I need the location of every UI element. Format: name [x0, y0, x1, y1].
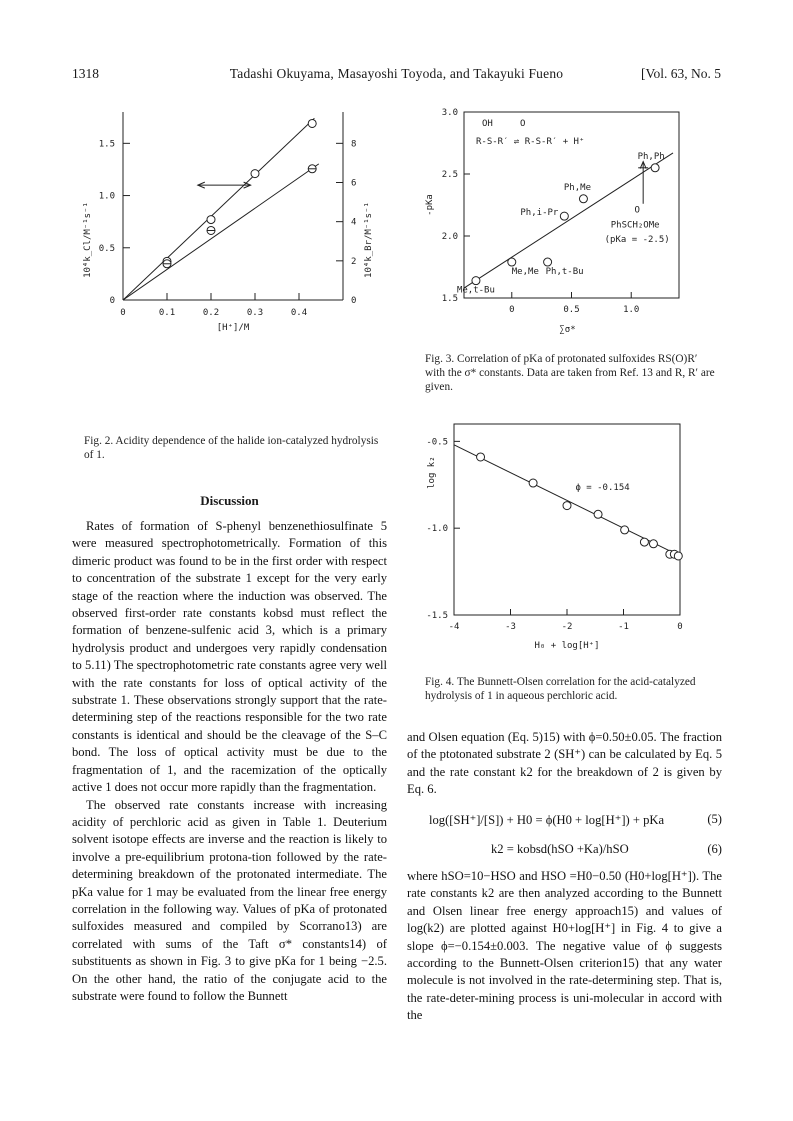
- fig4-point: [477, 453, 485, 461]
- page-number: 1318: [72, 66, 99, 81]
- fig3-caption-text: Correlation of pKa of protonated sulfoxides RS(O)R′ with the σ* constants. Data are taken from Ref. 13 and R, R′ are given.: [425, 353, 715, 393]
- fig3-y-tick-label: 1.5: [441, 294, 458, 304]
- fig2-y2-axis-label: 10⁴k_Br/M⁻¹s⁻¹: [364, 202, 374, 278]
- equation-6-number: (6): [707, 842, 722, 856]
- left-column-text: [72, 518, 387, 1005]
- fig2-x-axis-label: [H⁺]/M: [216, 323, 250, 333]
- fig3-point: [472, 277, 480, 285]
- right-column-text-2: [407, 868, 722, 1025]
- author-line: Tadashi Okuyama, Masayoshi Toyoda, and Takayuki Fueno: [229, 66, 564, 81]
- right-paragraph-2: where hSO=10−HSO and HSO =H0−0.50 (H0+log[H⁺]). The rate constants k2 are then analyzed according to the Bunnett and Olsen linear free energy approach15) and values of log(k2) are plotted against H0+log[H⁺] in Fig. 4 to give a slope ϕ=−0.154±0.003. The negative value of ϕ suggests according to the Bunnett-Olsen criterion15) that any water molecule is not involved in the rate-determining step. That is, the rate-deter-mining process is uni-molecular in accord with the: [407, 869, 722, 1023]
- fig3-point-label: Ph,Ph: [637, 151, 665, 162]
- fig2-cl-point: [251, 170, 259, 178]
- fig3-x-tick-label: 0.5: [563, 305, 580, 315]
- fig3-ann-pka: (pKa = -2.5): [604, 235, 670, 246]
- right-paragraph-1: and Olsen equation (Eq. 5)15) with ϕ=0.50±0.05. The fraction of the ptotonated substrate 2 (SH⁺) can be calculated by Eq. 5 and the rate constant k2 for the breakdown of 2 is given by Eq. 6.: [407, 730, 722, 797]
- fig3-y-tick-label: 3.0: [441, 108, 458, 118]
- fig4-point: [563, 502, 571, 510]
- fig4-x-tick-label: -1: [618, 622, 629, 632]
- fig2-y2-tick-label: 4: [351, 217, 357, 228]
- fig4-point: [621, 526, 629, 534]
- fig3-ann-label: PhSCH₂OMe: [610, 220, 660, 231]
- fig3-x-axis-label: ∑σ*: [559, 325, 576, 335]
- fig2-x-tick-label: 0.4: [290, 308, 308, 318]
- fig4-point: [674, 552, 682, 560]
- fig2-caption-text: Acidity dependence of the halide ion-catalyzed hydrolysis of 1.: [84, 435, 379, 461]
- fig2-cl-point: [207, 216, 215, 224]
- equation-5-number: (5): [707, 812, 722, 826]
- fig4-y-axis-label: log k₂: [427, 456, 437, 489]
- fig2-y-axis-label: 10⁴k_Cl/M⁻¹s⁻¹: [83, 202, 93, 278]
- fig3-caption-label: Fig. 3.: [425, 353, 455, 365]
- fig2-br-fit-line: [123, 164, 319, 300]
- fig3-caption: [425, 352, 717, 394]
- fig2-y2-tick-label: 0: [351, 296, 357, 306]
- fig3-eq-o: O: [520, 119, 526, 129]
- fig4-x-tick-label: -2: [561, 622, 573, 632]
- fig2-x-tick-label: 0.2: [202, 308, 220, 318]
- fig2-y-tick-label: 1.0: [98, 191, 115, 202]
- fig2-x-tick-label: 0.1: [158, 308, 176, 318]
- equation-6-body: k2 = kobsd(hSO +Ka)/hSO: [491, 842, 629, 856]
- fig4-y-tick-label: -1.5: [426, 611, 448, 621]
- fig4-x-tick-label: -3: [505, 622, 516, 632]
- discussion-paragraph-1: Rates of formation of S-phenyl benzenethiosulfinate 5 were measured spectrophotometrically. Formation of this dimeric product was found to be in the first order with respect to concentration of the substrate 1 except for the very early stage of the reaction where the induction was observed. The observed first-order rate constants kobsd must reflect the formation of benzene-sulfenic acid 3, which is a primary hydrolysis product and undergoes very rapidly condensation to 5.11) The spectrophotometric rate constants agree very well with the rate constants for loss of optical activity of the substrate 1. These observations strongly support that the rate-determining step of the reactions responsible for the two rate constants is identical and should be the cleavage of the S–C bond. The loss of optical activity must be due to the fragmentation of 1, and the racemization of the optically active 1 does not occur more rapidly than the fragmentation.: [72, 519, 387, 795]
- fig3-point-label: Me,Me: [511, 267, 539, 278]
- fig4-caption: [425, 675, 725, 703]
- fig3-eq-oh: OH: [482, 119, 493, 129]
- fig2-cl-fit-line: [123, 118, 314, 300]
- fig4-chart: [420, 418, 710, 663]
- equation-5-body: log([SH⁺]/[S]) + H0 = ϕ(H0 + log[H⁺]) + pKa: [429, 813, 665, 827]
- fig4-x-axis-label: H₀ + log[H⁺]: [534, 641, 600, 651]
- fig2-y2-tick-label: 8: [351, 139, 357, 150]
- discussion-heading: Discussion: [200, 493, 259, 508]
- fig4-y-tick-label: -1.0: [426, 524, 448, 535]
- fig2-y-tick-label: 0: [109, 296, 115, 306]
- fig3-x-tick-label: 0: [509, 305, 515, 315]
- fig2-cl-point: [308, 119, 316, 127]
- fig2-y-tick-label: 0.5: [98, 243, 115, 254]
- fig2-caption: [84, 434, 384, 462]
- fig2-y2-tick-label: 6: [351, 178, 357, 189]
- fig3-x-tick-label: 1.0: [623, 305, 640, 315]
- volume-label: [Vol. 63, No. 5: [640, 66, 721, 81]
- fig2-x-tick-label: 0.3: [246, 308, 264, 318]
- fig3-ann-o: O: [634, 205, 640, 216]
- fig3-eq-line: R-S-R′ ⇌ R-S-R′ + H⁺: [476, 137, 585, 147]
- fig3-y-tick-label: 2.5: [441, 170, 458, 180]
- fig3-point: [544, 258, 552, 266]
- fig3-point-label: Me,t-Bu: [456, 285, 495, 296]
- fig2-y2-tick-label: 2: [351, 256, 357, 267]
- fig2-caption-label: Fig. 2.: [84, 435, 114, 447]
- discussion-paragraph-2: The observed rate constants increase with increasing acidity of perchloric acid as given in Table 1. Deuterium solvent isotope effects are inverse and the reaction is likely to involve a pre-equilibrium protona-tion followed by the rate-determining breakdown of the protonated intermediate. The pKa value for 1 may be evaluated from the linear free energy correlation in the following way. Values of pKa of protonated sulfoxides measured and compiled by Scorrano13) are correlated with sums of the Taft σ* constants14) of substituents as shown in Fig. 3 to give pKa for 1 being −2.5. On the other hand, the ratio of the conjugate acid to the substrate were found to follow the Bunnett: [72, 797, 387, 1003]
- fig3-point: [579, 195, 587, 203]
- fig3-point-label: Ph,t-Bu: [545, 267, 584, 278]
- fig4-annotation: ϕ = -0.154: [575, 482, 630, 493]
- fig3-point-label: Ph,i-Pr: [520, 208, 559, 219]
- running-header: [72, 66, 721, 84]
- fig3-y-tick-label: 2.0: [441, 232, 458, 242]
- fig3-y-axis-label: -pKa: [425, 194, 435, 216]
- fig4-caption-label: Fig. 4.: [425, 676, 455, 688]
- fig4-point: [594, 510, 602, 518]
- fig3-point: [508, 258, 516, 266]
- fig4-y-tick-label: -0.5: [426, 437, 448, 448]
- fig3-point-label: Ph,Me: [563, 182, 591, 193]
- fig3-point: [560, 212, 568, 220]
- fig4-point: [640, 538, 648, 546]
- fig4-caption-text: The Bunnett-Olsen correlation for the acid-catalyzed hydrolysis of 1 in aqueous perchloric acid.: [425, 676, 696, 702]
- fig2-chart: [80, 100, 374, 430]
- fig3-point: [651, 164, 659, 172]
- fig4-point: [529, 479, 537, 487]
- fig4-x-tick-label: 0: [677, 622, 683, 632]
- right-column-text-1: [407, 729, 722, 799]
- fig4-frame: [454, 424, 680, 615]
- fig4-point: [649, 540, 657, 548]
- fig3-chart: [420, 100, 710, 340]
- fig4-x-tick-label: -4: [448, 622, 460, 632]
- fig2-y-tick-label: 1.5: [98, 139, 115, 150]
- fig2-x-tick-label: 0: [120, 308, 126, 318]
